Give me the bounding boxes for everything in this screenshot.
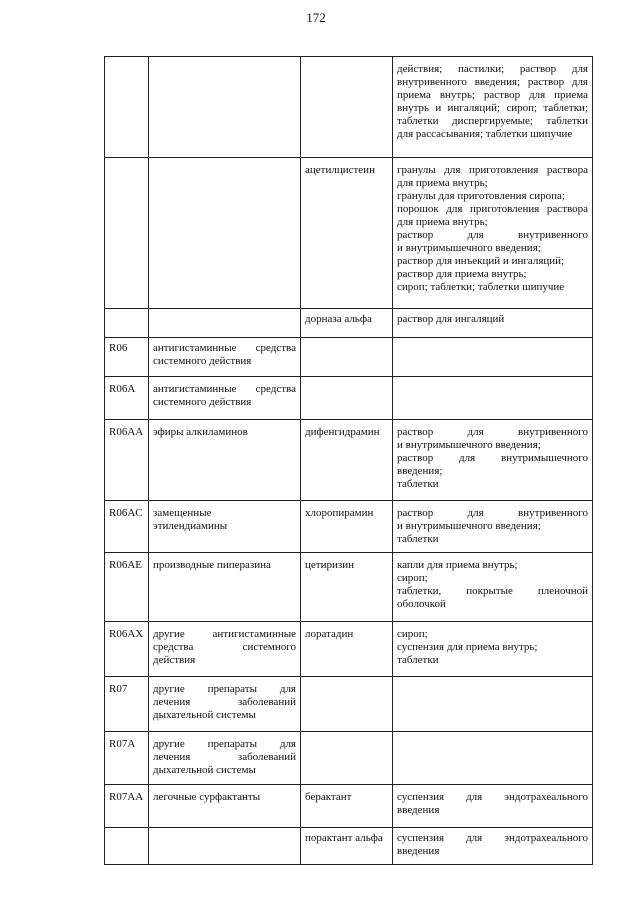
anatomical-group-cell bbox=[149, 501, 301, 553]
cell-line: дыхательной системы bbox=[153, 764, 256, 776]
cell-line: действия; пастилки; раствор для bbox=[397, 63, 588, 75]
dosage-forms-cell bbox=[393, 501, 593, 553]
table-row bbox=[105, 732, 593, 785]
cell-line: и внутримышечного введения; bbox=[397, 242, 541, 254]
anatomical-group-cell bbox=[149, 828, 301, 865]
cell-line: приема внутрь; раствор для приема bbox=[397, 89, 588, 101]
cell-line: для рассасывания; таблетки шипучие bbox=[397, 128, 573, 140]
drug-name-cell: хлоропирамин bbox=[301, 501, 393, 553]
atc-code-cell: R06AX bbox=[105, 622, 149, 677]
cell-line: лечения заболеваний bbox=[153, 751, 296, 763]
dosage-forms-cell bbox=[393, 420, 593, 501]
atc-code-cell bbox=[105, 57, 149, 158]
anatomical-group-cell bbox=[149, 622, 301, 677]
drug-name-cell bbox=[301, 57, 393, 158]
cell-line: лечения заболеваний bbox=[153, 696, 296, 708]
table-row bbox=[105, 828, 593, 865]
cell-line: суспензия для эндотрахеального bbox=[397, 832, 588, 844]
drug-name-cell: берактант bbox=[301, 785, 393, 828]
dosage-forms-cell bbox=[393, 158, 593, 309]
cell-line: введения bbox=[397, 804, 440, 816]
cell-line: таблетки bbox=[397, 654, 439, 666]
atc-code-cell bbox=[105, 158, 149, 309]
dosage-forms-cell bbox=[393, 377, 593, 420]
atc-code-cell bbox=[105, 309, 149, 338]
table-row bbox=[105, 785, 593, 828]
anatomical-group-cell bbox=[149, 158, 301, 309]
cell-line: для приема внутрь; bbox=[397, 216, 488, 228]
cell-line: гранулы для приготовления раствора bbox=[397, 164, 588, 176]
cell-line: раствор для внутривенного bbox=[397, 426, 588, 438]
cell-line: дыхательной системы bbox=[153, 709, 256, 721]
dosage-forms-cell bbox=[393, 553, 593, 622]
atc-code-cell bbox=[105, 828, 149, 865]
drug-name-cell: порактант альфа bbox=[301, 828, 393, 865]
cell-line: раствор для внутривенного bbox=[397, 229, 588, 241]
cell-line: другие препараты для bbox=[153, 738, 296, 750]
drug-name-cell: лоратадин bbox=[301, 622, 393, 677]
cell-line: антигистаминные средства bbox=[153, 342, 296, 354]
table-row bbox=[105, 309, 593, 338]
cell-line: таблетки bbox=[397, 478, 439, 490]
cell-line: сироп; таблетки; таблетки шипучие bbox=[397, 281, 565, 293]
atc-code-cell: R07 bbox=[105, 677, 149, 732]
anatomical-group-cell bbox=[149, 377, 301, 420]
cell-line: порошок для приготовления раствора bbox=[397, 203, 588, 215]
atc-code-cell: R06 bbox=[105, 338, 149, 377]
atc-code-cell: R06AE bbox=[105, 553, 149, 622]
cell-line: таблетки диспергируемые; таблетки bbox=[397, 115, 588, 127]
page-number: 172 bbox=[306, 10, 326, 25]
cell-line: суспензия для приема внутрь; bbox=[397, 641, 538, 653]
cell-line: другие антигистаминные bbox=[153, 628, 296, 640]
cell-line: введения bbox=[397, 845, 440, 857]
cell-line: раствор для внутривенного bbox=[397, 507, 588, 519]
table-row bbox=[105, 677, 593, 732]
cell-line: системного действия bbox=[153, 355, 252, 367]
dosage-forms-cell bbox=[393, 57, 593, 158]
dosage-forms-cell bbox=[393, 622, 593, 677]
cell-line: внутривенного введения; раствор для bbox=[397, 76, 588, 88]
cell-line: таблетки, покрытые пленочной bbox=[397, 585, 588, 597]
anatomical-group-cell bbox=[149, 420, 301, 501]
cell-line: этилендиамины bbox=[153, 520, 228, 532]
drug-name-cell bbox=[301, 677, 393, 732]
dosage-forms-cell bbox=[393, 677, 593, 732]
dosage-forms-cell bbox=[393, 309, 593, 338]
cell-line: раствор для приема внутрь; bbox=[397, 268, 527, 280]
drug-name-cell: дифенгидрамин bbox=[301, 420, 393, 501]
cell-line: системного действия bbox=[153, 396, 252, 408]
dosage-forms-cell bbox=[393, 828, 593, 865]
anatomical-group-cell bbox=[149, 732, 301, 785]
table-row bbox=[105, 622, 593, 677]
cell-line: антигистаминные средства bbox=[153, 383, 296, 395]
cell-line: раствор для инъекций и ингаляций; bbox=[397, 255, 565, 267]
cell-line: введения; bbox=[397, 465, 443, 477]
cell-line: другие препараты для bbox=[153, 683, 296, 695]
cell-line: производные пиперазина bbox=[153, 559, 271, 571]
table-row bbox=[105, 553, 593, 622]
table-row bbox=[105, 158, 593, 309]
drug-name-cell: цетиризин bbox=[301, 553, 393, 622]
drug-name-cell bbox=[301, 732, 393, 785]
table-row bbox=[105, 57, 593, 158]
drug-name-cell: ацетилцистеин bbox=[301, 158, 393, 309]
cell-line: внутрь и ингаляций; сироп; таблетки; bbox=[397, 102, 588, 114]
cell-line: эфиры алкиламинов bbox=[153, 426, 248, 438]
cell-line: гранулы для приготовления сиропа; bbox=[397, 190, 565, 202]
anatomical-group-cell bbox=[149, 338, 301, 377]
dosage-forms-cell bbox=[393, 785, 593, 828]
drug-name-cell bbox=[301, 338, 393, 377]
anatomical-group-cell bbox=[149, 677, 301, 732]
cell-line: сироп; bbox=[397, 572, 428, 584]
drug-name-cell bbox=[301, 377, 393, 420]
cell-line: замещенные bbox=[153, 507, 212, 519]
atc-code-cell: R06AA bbox=[105, 420, 149, 501]
table-row bbox=[105, 338, 593, 377]
atc-code-cell: R06A bbox=[105, 377, 149, 420]
anatomical-group-cell bbox=[149, 785, 301, 828]
cell-line: раствор для внутримышечного bbox=[397, 452, 588, 464]
table-row bbox=[105, 420, 593, 501]
cell-line: таблетки bbox=[397, 533, 439, 545]
cell-line: капли для приема внутрь; bbox=[397, 559, 518, 571]
dosage-forms-cell bbox=[393, 338, 593, 377]
atc-code-cell: R07A bbox=[105, 732, 149, 785]
cell-line: легочные сурфактанты bbox=[153, 791, 261, 803]
anatomical-group-cell bbox=[149, 57, 301, 158]
anatomical-group-cell bbox=[149, 553, 301, 622]
cell-line: и внутримышечного введения; bbox=[397, 520, 541, 532]
table-row bbox=[105, 501, 593, 553]
atc-code-cell: R06AC bbox=[105, 501, 149, 553]
cell-line: сироп; bbox=[397, 628, 428, 640]
cell-line: суспензия для эндотрахеального bbox=[397, 791, 588, 803]
cell-line: действия bbox=[153, 654, 196, 666]
cell-line: раствор для ингаляций bbox=[397, 313, 505, 325]
drug-name-cell: дорназа альфа bbox=[301, 309, 393, 338]
cell-line: оболочкой bbox=[397, 598, 446, 610]
drug-classification-table bbox=[104, 56, 593, 865]
cell-line: средства системного bbox=[153, 641, 296, 653]
atc-code-cell: R07AA bbox=[105, 785, 149, 828]
dosage-forms-cell bbox=[393, 732, 593, 785]
cell-line: и внутримышечного введения; bbox=[397, 439, 541, 451]
cell-line: для приема внутрь; bbox=[397, 177, 488, 189]
anatomical-group-cell bbox=[149, 309, 301, 338]
table-row bbox=[105, 377, 593, 420]
